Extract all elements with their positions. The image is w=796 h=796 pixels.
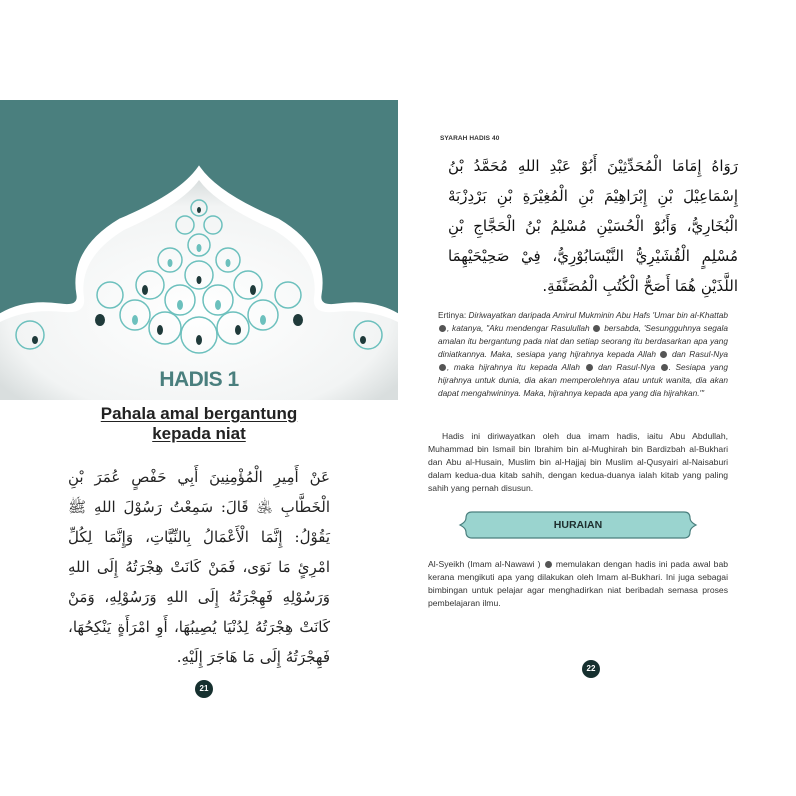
arch-header-illustration <box>0 100 398 400</box>
subtitle-line: Pahala amal bergantung <box>100 404 298 423</box>
page-number: 21 <box>195 680 213 698</box>
honorific-icon <box>439 364 446 371</box>
narration-arabic-text: رَوَاهُ إِمَامَا الْمُحَدِّثِيْنَ أَبُوْ عَبْدِ اللهِ مُحَمَّدُ بْنُ إِسْمَاعِيْلَ بْنِ إِبْرَاهِيْمَ بْنِ الْمُغِيْرَةِ بْنِ بَرْدِزْبَهْ الْبُخَارِيُّ، وَأَبُوْ الْحُسَيْنِ مُسْلِمُ بْنُ الْحَجَّاجِ بْنِ مُسْلِمٍ الْقُشَيْرِيُّ النَّيْسَابُوْرِيُّ، فِيْ صَحِيْحَيْهِمَا اللَّذَيْنِ هُمَا أَصَحُّ الْكُتُبِ الْمُصَنَّفَةِ. <box>448 157 738 295</box>
right-page <box>398 100 796 700</box>
chapter-title: HADIS 1 <box>159 368 239 391</box>
hadith-arabic-text: عَنْ أَمِيرِ الْمُؤْمِنِينَ أَبِي حَفْصٍ عُمَرَ بْنِ الْخَطَّابِ ﵁ قَالَ: سَمِعْتُ رَسُوْلَ اللهِ ﷺ يَقُوْلُ: إِنَّمَا الْأَعْمَالُ بِالنِّيَّاتِ، وَإِنَّمَا لِكُلِّ امْرِئٍ مَا نَوَى، فَمَنْ كَانَتْ هِجْرَتُهُ إِلَى اللهِ وَرَسُوْلِهِ فَهِجْرَتُهُ إِلَى اللهِ وَرَسُوْلِهِ، وَمَنْ كَانَتْ هِجْرَتُهُ لِدُنْيَا يُصِيبُهَا، أَوِ امْرَأَةٍ يَنْكِحُهَا، فَهِجْرَتُهُ إِلَى مَا هَاجَرَ إِلَيْهِ. <box>68 468 330 666</box>
running-head: SYARAH HADIS 40 <box>440 135 500 142</box>
translation-text: Diriwayatkan daripada Amirul Mukminin Abu Hafs 'Umar bin al-Khattab <box>468 310 728 320</box>
translation-text: dan Rasul-Nya <box>671 349 728 359</box>
page-number: 22 <box>582 660 600 678</box>
honorific-icon <box>439 325 446 332</box>
translation-text: dan Rasul-Nya <box>598 362 656 372</box>
translation-lead: Ertinya: <box>438 310 467 320</box>
subtitle-line: kepada niat <box>152 424 246 443</box>
honorific-icon <box>593 325 600 332</box>
honorific-icon <box>660 351 667 358</box>
explanation-text: Al-Syeikh (Imam al-Nawawi ) <box>428 559 541 569</box>
section-heading-banner <box>458 510 698 540</box>
explanation-paragraph <box>428 558 728 610</box>
honorific-icon <box>586 364 593 371</box>
translation-text: , maka hijrahnya itu kepada Allah <box>447 362 580 372</box>
commentary-paragraph: Hadis ini diriwayatkan oleh dua imam hadis, iaitu Abu Abdullah, Muhammad bin Ismail bin Ibrahim bin al-Mughirah bin Bardizbah al-Bukhari dan Abu al-Husain, Muslim bin al-Hajjaj bin Muslim al-Qusyairi al-Naisaburi dalam kedua-dua kitab sahih, dengan kedua-duanya ialah kitab yang paling sahih yang pernah disusun. <box>428 431 728 493</box>
translation-text: bersabda, 'Sesungguhnya segala amalan itu bergantung pada niat dan setiap seorang itu berdasarkan apa yang diniatkannya. Maka, sesiapa yang hijrahnya kepada Allah <box>438 323 728 359</box>
explanation-text: memulakan dengan hadis ini pada awal bab kerana mengikuti apa yang dilakukan oleh Imam al-Bukhari. Ini juga sebagai bimbingan untuk pelajar agar menghadirkan niat beribadah semasa proses pembelajaran ilmu. <box>428 559 728 608</box>
chapter-subtitle <box>0 404 398 444</box>
section-heading: HURAIAN <box>553 519 603 531</box>
left-page <box>0 100 398 700</box>
honorific-icon <box>545 561 552 568</box>
translation-text: , katanya, "Aku mendengar Rasulullah <box>447 323 590 333</box>
honorific-icon <box>661 364 668 371</box>
translation-paragraph <box>438 309 728 400</box>
translation-text: . Sesiapa yang hijrahnya untuk dunia, dia akan memperolehnya atau untuk wanita, dia akan dapat mengahwininya. Maka, hijrahnya kepada apa yang dia hijrahkan.'" <box>438 362 729 398</box>
